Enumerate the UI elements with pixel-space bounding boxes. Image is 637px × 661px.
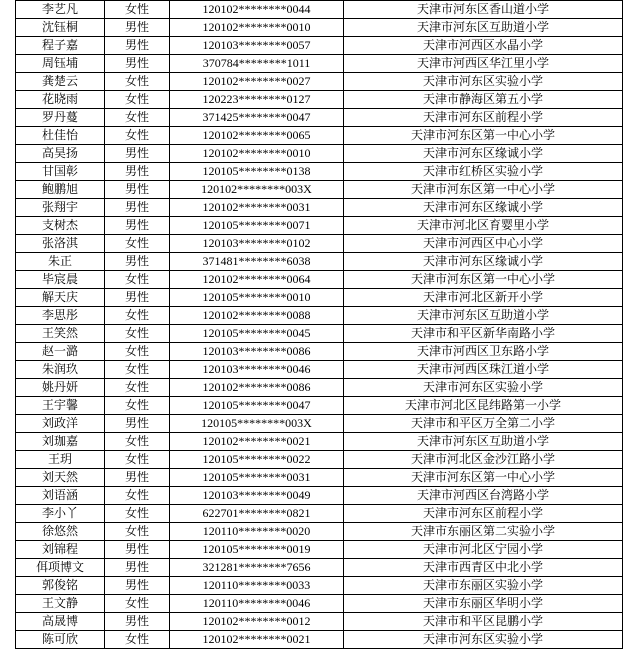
gender-cell: 男性	[105, 613, 170, 631]
student-name-cell: 赵一潞	[16, 343, 105, 361]
gender-cell: 男性	[105, 55, 170, 73]
gender-cell: 男性	[105, 181, 170, 199]
table-row	[16, 397, 623, 415]
table-row	[16, 19, 623, 37]
student-name-cell: 刘珈嘉	[16, 433, 105, 451]
gender-cell: 男性	[105, 289, 170, 307]
school-cell: 天津市河东区第一中心小学	[344, 469, 623, 487]
school-cell: 天津市河东区缘诚小学	[344, 199, 623, 217]
table-row	[16, 379, 623, 397]
student-name-cell: 王笑然	[16, 325, 105, 343]
id-number-cell: 120102********0021	[170, 433, 344, 451]
id-number-cell: 120105********0071	[170, 217, 344, 235]
id-number-cell: 120102********0012	[170, 613, 344, 631]
table-row	[16, 73, 623, 91]
student-name-cell: 龚楚云	[16, 73, 105, 91]
student-name-cell: 徐悠然	[16, 523, 105, 541]
table-row	[16, 271, 623, 289]
table-row	[16, 181, 623, 199]
student-name-cell: 李思彤	[16, 307, 105, 325]
id-number-cell: 120102********0010	[170, 145, 344, 163]
id-number-cell: 120105********0010	[170, 289, 344, 307]
gender-cell: 男性	[105, 577, 170, 595]
student-name-cell: 刘锦程	[16, 541, 105, 559]
student-name-cell: 花晓雨	[16, 91, 105, 109]
id-number-cell: 120110********0020	[170, 523, 344, 541]
table-row	[16, 523, 623, 541]
school-cell: 天津市河东区实验小学	[344, 379, 623, 397]
gender-cell: 女性	[105, 487, 170, 505]
id-number-cell: 120103********0102	[170, 235, 344, 253]
student-name-cell: 张翔宇	[16, 199, 105, 217]
id-number-cell: 120105********0047	[170, 397, 344, 415]
school-cell: 天津市和平区万全第二小学	[344, 415, 623, 433]
school-cell: 天津市河西区卫东路小学	[344, 343, 623, 361]
id-number-cell: 370784********1011	[170, 55, 344, 73]
gender-cell: 女性	[105, 307, 170, 325]
table-row	[16, 541, 623, 559]
gender-cell: 女性	[105, 127, 170, 145]
school-cell: 天津市河东区香山道小学	[344, 1, 623, 19]
table-row	[16, 145, 623, 163]
id-number-cell: 120105********0019	[170, 541, 344, 559]
table-row	[16, 325, 623, 343]
student-name-cell: 高晟博	[16, 613, 105, 631]
gender-cell: 男性	[105, 217, 170, 235]
gender-cell: 女性	[105, 235, 170, 253]
table-row	[16, 433, 623, 451]
id-number-cell: 622701********0821	[170, 505, 344, 523]
school-cell: 天津市河东区缘诚小学	[344, 253, 623, 271]
gender-cell: 女性	[105, 451, 170, 469]
table-row	[16, 91, 623, 109]
gender-cell: 女性	[105, 73, 170, 91]
school-cell: 天津市河东区第一中心小学	[344, 127, 623, 145]
student-name-cell: 李艺凡	[16, 1, 105, 19]
gender-cell: 女性	[105, 343, 170, 361]
table-row	[16, 109, 623, 127]
gender-cell: 女性	[105, 523, 170, 541]
student-name-cell: 支树杰	[16, 217, 105, 235]
school-cell: 天津市河北区育婴里小学	[344, 217, 623, 235]
table-row	[16, 199, 623, 217]
school-cell: 天津市河西区台湾路小学	[344, 487, 623, 505]
student-name-cell: 刘天然	[16, 469, 105, 487]
gender-cell: 女性	[105, 1, 170, 19]
id-number-cell: 120102********0064	[170, 271, 344, 289]
table-row	[16, 289, 623, 307]
student-name-cell: 程子嘉	[16, 37, 105, 55]
student-table-body	[16, 1, 623, 649]
gender-cell: 男性	[105, 469, 170, 487]
school-cell: 天津市河东区缘诚小学	[344, 145, 623, 163]
school-cell: 天津市河东区互助道小学	[344, 307, 623, 325]
table-row	[16, 631, 623, 649]
table-row	[16, 361, 623, 379]
school-cell: 天津市河西区珠江道小学	[344, 361, 623, 379]
id-number-cell: 120110********0046	[170, 595, 344, 613]
gender-cell: 女性	[105, 271, 170, 289]
school-cell: 天津市和平区新华南路小学	[344, 325, 623, 343]
student-name-cell: 陈可欣	[16, 631, 105, 649]
student-name-cell: 郭俊铭	[16, 577, 105, 595]
id-number-cell: 120105********003X	[170, 415, 344, 433]
gender-cell: 女性	[105, 595, 170, 613]
school-cell: 天津市河东区实验小学	[344, 631, 623, 649]
gender-cell: 男性	[105, 415, 170, 433]
table-row	[16, 217, 623, 235]
gender-cell: 女性	[105, 631, 170, 649]
student-name-cell: 姚丹妍	[16, 379, 105, 397]
id-number-cell: 321281********7656	[170, 559, 344, 577]
gender-cell: 女性	[105, 379, 170, 397]
student-name-cell: 杜佳怡	[16, 127, 105, 145]
school-cell: 天津市河西区水晶小学	[344, 37, 623, 55]
student-name-cell: 王玥	[16, 451, 105, 469]
id-number-cell: 120102********0010	[170, 19, 344, 37]
gender-cell: 男性	[105, 145, 170, 163]
id-number-cell: 120102********0088	[170, 307, 344, 325]
gender-cell: 女性	[105, 91, 170, 109]
table-row	[16, 1, 623, 19]
student-name-cell: 朱润玖	[16, 361, 105, 379]
gender-cell: 女性	[105, 433, 170, 451]
id-number-cell: 120103********0046	[170, 361, 344, 379]
school-cell: 天津市河北区新开小学	[344, 289, 623, 307]
id-number-cell: 120223********0127	[170, 91, 344, 109]
school-cell: 天津市河北区金沙江路小学	[344, 451, 623, 469]
id-number-cell: 120102********0086	[170, 379, 344, 397]
school-cell: 天津市河北区昆纬路第一小学	[344, 397, 623, 415]
student-name-cell: 高昊扬	[16, 145, 105, 163]
school-cell: 天津市河北区宁园小学	[344, 541, 623, 559]
student-name-cell: 王文静	[16, 595, 105, 613]
student-name-cell: 毕宸晨	[16, 271, 105, 289]
id-number-cell: 120102********0027	[170, 73, 344, 91]
school-cell: 天津市河东区前程小学	[344, 505, 623, 523]
table-row	[16, 595, 623, 613]
student-name-cell: 佴项博文	[16, 559, 105, 577]
table-row	[16, 55, 623, 73]
gender-cell: 男性	[105, 541, 170, 559]
table-row	[16, 451, 623, 469]
id-number-cell: 120110********0033	[170, 577, 344, 595]
id-number-cell: 120102********0044	[170, 1, 344, 19]
school-cell: 天津市河东区第一中心小学	[344, 271, 623, 289]
id-number-cell: 371481********6038	[170, 253, 344, 271]
id-number-cell: 120102********0065	[170, 127, 344, 145]
student-name-cell: 鲍鹏旭	[16, 181, 105, 199]
school-cell: 天津市东丽区华明小学	[344, 595, 623, 613]
gender-cell: 男性	[105, 37, 170, 55]
gender-cell: 女性	[105, 397, 170, 415]
school-cell: 天津市河东区互助道小学	[344, 19, 623, 37]
table-row	[16, 505, 623, 523]
table-row	[16, 469, 623, 487]
school-cell: 天津市河东区前程小学	[344, 109, 623, 127]
id-number-cell: 371425********0047	[170, 109, 344, 127]
id-number-cell: 120102********0021	[170, 631, 344, 649]
school-cell: 天津市河东区第一中心小学	[344, 181, 623, 199]
student-name-cell: 罗丹蔓	[16, 109, 105, 127]
student-name-cell: 周钰埔	[16, 55, 105, 73]
gender-cell: 男性	[105, 559, 170, 577]
table-row	[16, 613, 623, 631]
school-cell: 天津市东丽区第二实验小学	[344, 523, 623, 541]
table-row	[16, 343, 623, 361]
table-row	[16, 577, 623, 595]
gender-cell: 女性	[105, 505, 170, 523]
gender-cell: 女性	[105, 325, 170, 343]
gender-cell: 男性	[105, 253, 170, 271]
table-row	[16, 253, 623, 271]
student-name-cell: 甘国彰	[16, 163, 105, 181]
id-number-cell: 120105********0045	[170, 325, 344, 343]
student-name-cell: 解天庆	[16, 289, 105, 307]
school-cell: 天津市河西区华江里小学	[344, 55, 623, 73]
student-name-cell: 张洛淇	[16, 235, 105, 253]
id-number-cell: 120103********0086	[170, 343, 344, 361]
table-row	[16, 37, 623, 55]
school-cell: 天津市西青区中北小学	[344, 559, 623, 577]
school-cell: 天津市河西区中心小学	[344, 235, 623, 253]
table-row	[16, 235, 623, 253]
table-row	[16, 415, 623, 433]
id-number-cell: 120105********0138	[170, 163, 344, 181]
table-row	[16, 307, 623, 325]
student-table	[15, 0, 623, 649]
student-name-cell: 刘政洋	[16, 415, 105, 433]
table-row	[16, 163, 623, 181]
school-cell: 天津市红桥区实验小学	[344, 163, 623, 181]
student-name-cell: 朱正	[16, 253, 105, 271]
id-number-cell: 120105********0022	[170, 451, 344, 469]
gender-cell: 男性	[105, 199, 170, 217]
student-name-cell: 刘语涵	[16, 487, 105, 505]
gender-cell: 男性	[105, 163, 170, 181]
id-number-cell: 120105********0031	[170, 469, 344, 487]
school-cell: 天津市东丽区实验小学	[344, 577, 623, 595]
id-number-cell: 120103********0049	[170, 487, 344, 505]
school-cell: 天津市河东区互助道小学	[344, 433, 623, 451]
school-cell: 天津市静海区第五小学	[344, 91, 623, 109]
student-name-cell: 王宇馨	[16, 397, 105, 415]
gender-cell: 女性	[105, 109, 170, 127]
id-number-cell: 120103********0057	[170, 37, 344, 55]
gender-cell: 女性	[105, 361, 170, 379]
school-cell: 天津市和平区昆鹏小学	[344, 613, 623, 631]
gender-cell: 男性	[105, 19, 170, 37]
table-row	[16, 487, 623, 505]
student-name-cell: 李小丫	[16, 505, 105, 523]
table-row	[16, 559, 623, 577]
id-number-cell: 120102********003X	[170, 181, 344, 199]
id-number-cell: 120102********0031	[170, 199, 344, 217]
table-row	[16, 127, 623, 145]
student-list-sheet	[15, 0, 621, 649]
student-name-cell: 沈钰桐	[16, 19, 105, 37]
school-cell: 天津市河东区实验小学	[344, 73, 623, 91]
